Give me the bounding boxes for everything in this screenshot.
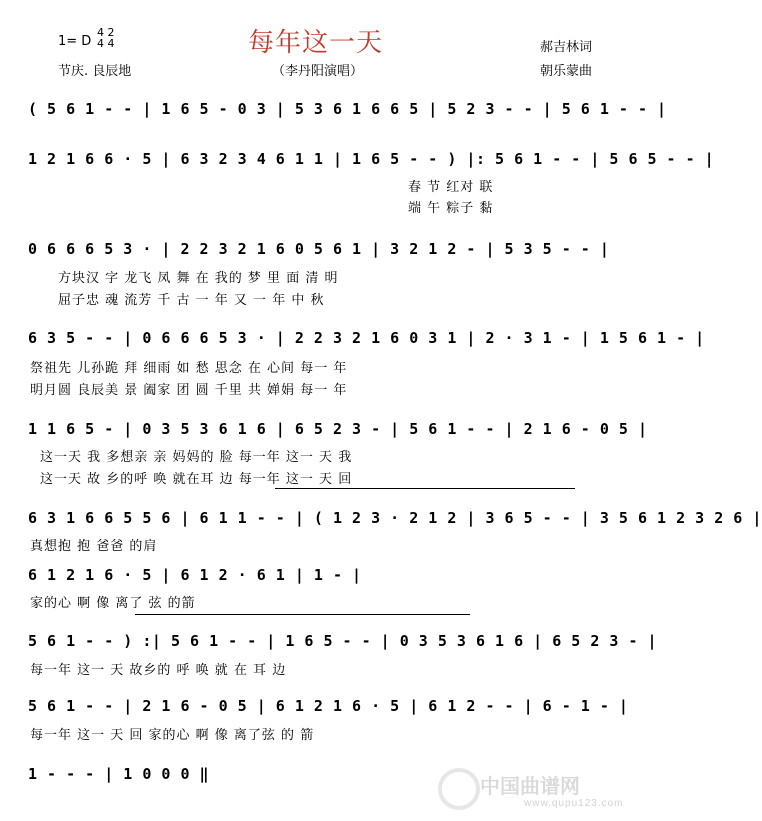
song-title: 每年这一天 (248, 28, 384, 58)
watermark-logo-icon (438, 768, 480, 810)
score-row-8-lyrics-1: 每一年 这一 天 故乡的 呼 唤 就 在 耳 边 (30, 663, 287, 678)
time-signature (97, 27, 115, 49)
composer-credit: 朝乐蒙曲 (540, 64, 593, 79)
score-row-3-notes: 0 6 6 6 5 3 · | 2 2 3 2 1 6 0 5 6 1 | 3 2 1 2 - | 5 3 5 - - | (28, 240, 610, 258)
singer-credit: （李丹阳演唱） (272, 64, 364, 79)
score-row-2-notes: 1 2 1 6 6 · 5 | 6 3 2 3 4 6 1 1 | 1 6 5 - - ) |: 5 6 1 - - | 5 6 5 - - | (28, 150, 715, 168)
score-row-6-lyrics-1: 真想抱 抱 爸爸 的肩 (30, 539, 158, 554)
score-row-2-lyrics-1: 春 节 红对 联 (408, 180, 494, 195)
score-row-8-notes: 5 6 1 - - ) :| 5 6 1 - - | 1 6 5 - - | 0 3 5 3 6 1 6 | 6 5 2 3 - | (28, 632, 658, 650)
score-row-7-lyrics-1: 家的心 啊 像 离了 弦 的箭 (30, 596, 196, 611)
score-row-4-lyrics-2: 明月圆 良辰美 景 阖家 团 圆 千里 共 婵娟 每一 年 (30, 383, 348, 398)
score-row-10-notes: 1 - - - | 1 0 0 0 ‖ (28, 765, 210, 783)
score-row-9-lyrics-1: 每一年 这一 天 回 家的心 啊 像 离了弦 的 箭 (30, 728, 315, 743)
score-row-2-lyrics-2: 端 午 粽子 黏 (408, 201, 494, 216)
score-row-5-notes: 1 1 6 5 - | 0 3 5 3 6 1 6 | 6 5 2 3 - | 5 6 1 - - | 2 1 6 - 0 5 | (28, 420, 648, 438)
subtitle-left: 节庆. 良辰地 (58, 64, 132, 79)
time-signature-top: 4 2 (97, 26, 115, 39)
score-row-3-lyrics-2: 屈子忠 魂 流芳 千 古 一 年 又 一 年 中 秋 (58, 293, 325, 308)
score-row-4-notes: 6 3 5 - - | 0 6 6 6 5 3 · | 2 2 3 2 1 6 0 3 1 | 2 · 3 1 - | 1 5 6 1 - | (28, 329, 705, 347)
lyricist-credit: 郝吉林词 (540, 40, 593, 55)
time-signature-bottom: 4 4 (97, 37, 115, 50)
score-row-4-lyrics-1: 祭祖先 儿孙跪 拜 细雨 如 愁 思念 在 心间 每一 年 (30, 361, 348, 376)
volta-bracket (275, 488, 575, 489)
key-signature: 1= D (58, 34, 92, 49)
watermark-url: www.qupu123.com (524, 798, 624, 809)
volta-bracket-2 (135, 614, 470, 615)
score-row-3-lyrics-1: 方块汉 字 龙飞 凤 舞 在 我的 梦 里 面 清 明 (58, 271, 339, 286)
score-row-1-notes: ( 5 6 1 - - | 1 6 5 - 0 3 | 5 3 6 1 6 6 5 | 5 2 3 - - | 5 6 1 - - | (28, 100, 667, 118)
score-row-5-lyrics-1: 这一天 我 多想亲 亲 妈妈的 脸 每一年 这一 天 我 (40, 450, 353, 465)
watermark-logo: 中国曲谱网 (480, 774, 580, 798)
score-row-9-notes: 5 6 1 - - | 2 1 6 - 0 5 | 6 1 2 1 6 · 5 | 6 1 2 - - | 6 - 1 - | (28, 697, 629, 715)
score-row-7-notes: 6 1 2 1 6 · 5 | 6 1 2 · 6 1 | 1 - | (28, 566, 362, 584)
score-row-5-lyrics-2: 这一天 故 乡的呼 唤 就在耳 边 每一年 这一 天 回 (40, 472, 353, 487)
score-row-6-notes: 6 3 1 6 6 5 5 6 | 6 1 1 - - | ( 1 2 3 · 2 1 2 | 3 6 5 - - | 3 5 6 1 2 3 2 6 | (28, 509, 762, 527)
